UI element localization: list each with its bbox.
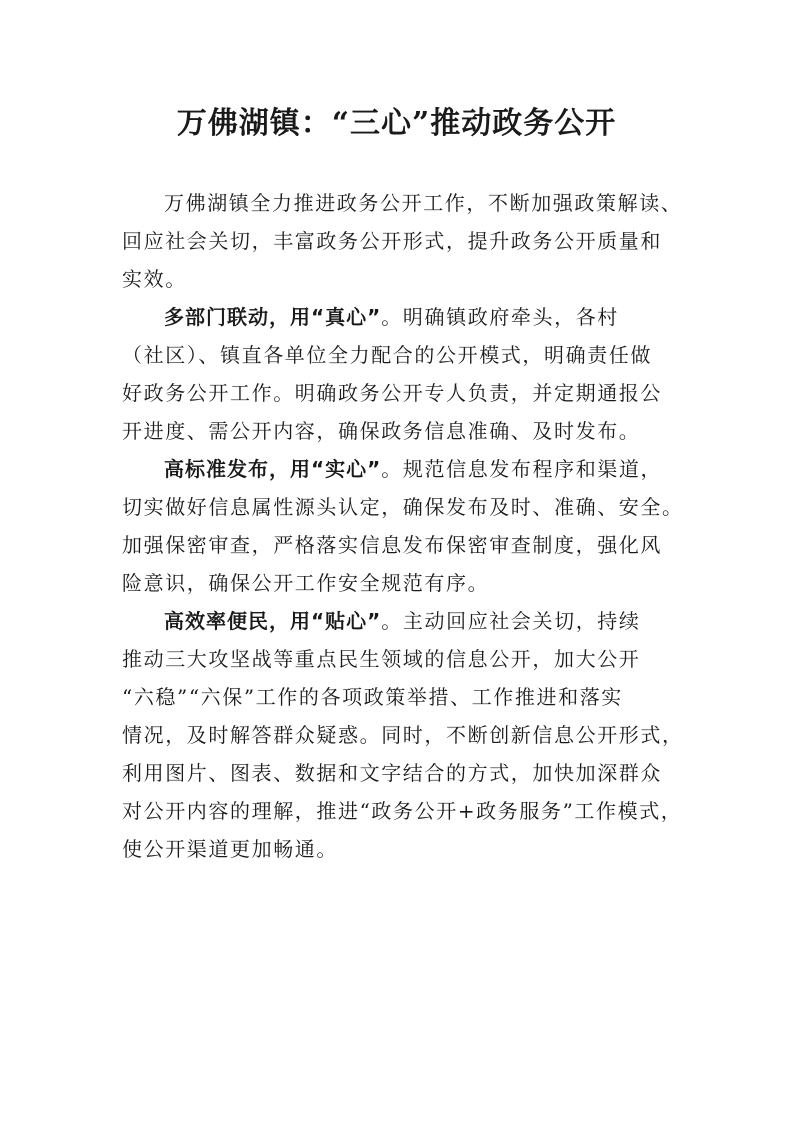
text-line: 开进度、需公开内容，确保政务信息准确、及时发布。 <box>122 419 641 443</box>
text-line: 对公开内容的理解，推进“政务公开+政务服务”工作模式， <box>122 799 683 823</box>
text-line: 好政务公开工作。明确政务公开专人负责，并定期通报公 <box>122 381 662 405</box>
paragraph-lead-heading: 多部门联动，用“真心” <box>164 305 382 329</box>
text-line <box>122 450 682 488</box>
text-line: 加强保密审查，严格落实信息发布保密审查制度，强化风 <box>122 533 662 557</box>
text-line <box>122 298 682 336</box>
paragraph-lead-heading: 高效率便民，用“贴心” <box>164 609 382 633</box>
paragraph-lead-heading: 高标准发布，用“实心” <box>164 457 382 481</box>
text-line: 万佛湖镇全力推进政务公开工作，不断加强政策解读、 <box>164 191 683 215</box>
text-line: 利用图片、图表、数据和文字结合的方式，加快加深群众 <box>122 761 662 785</box>
text-line: 推动三大攻坚战等重点民生领域的信息公开，加大公开 <box>122 647 641 671</box>
text-line: 回应社会关切，丰富政务公开形式，提升政务公开质量和 <box>122 229 662 253</box>
paragraph-intro <box>122 184 682 298</box>
lead-line-rest: 。明确镇政府牵头，各村 <box>381 305 619 329</box>
document-title: 万佛湖镇：“三心”推动政务公开 <box>176 106 617 141</box>
text-line <box>122 602 682 640</box>
document-body <box>122 184 682 868</box>
text-line: “六稳”“六保”工作的各项政策举措、工作推进和落实 <box>122 685 623 709</box>
lead-line-rest: 。主动回应社会关切，持续 <box>381 609 641 633</box>
text-line: 使公开渠道更加畅通。 <box>122 837 338 861</box>
text-line: 险意识，确保公开工作安全规范有序。 <box>122 571 490 595</box>
lead-line-rest: 。规范信息发布程序和渠道， <box>381 457 663 481</box>
text-line: （社区）、镇直各单位全力配合的公开模式，明确责任做 <box>122 343 652 367</box>
text-line: 实效。 <box>122 267 187 291</box>
paragraph-high-efficiency <box>122 602 682 868</box>
paragraph-multi-department <box>122 298 682 450</box>
text-line: 情况，及时解答群众疑惑。同时，不断创新信息公开形式， <box>122 723 684 747</box>
paragraph-high-standard <box>122 450 682 602</box>
text-line: 切实做好信息属性源头认定，确保发布及时、准确、安全。 <box>122 495 684 519</box>
